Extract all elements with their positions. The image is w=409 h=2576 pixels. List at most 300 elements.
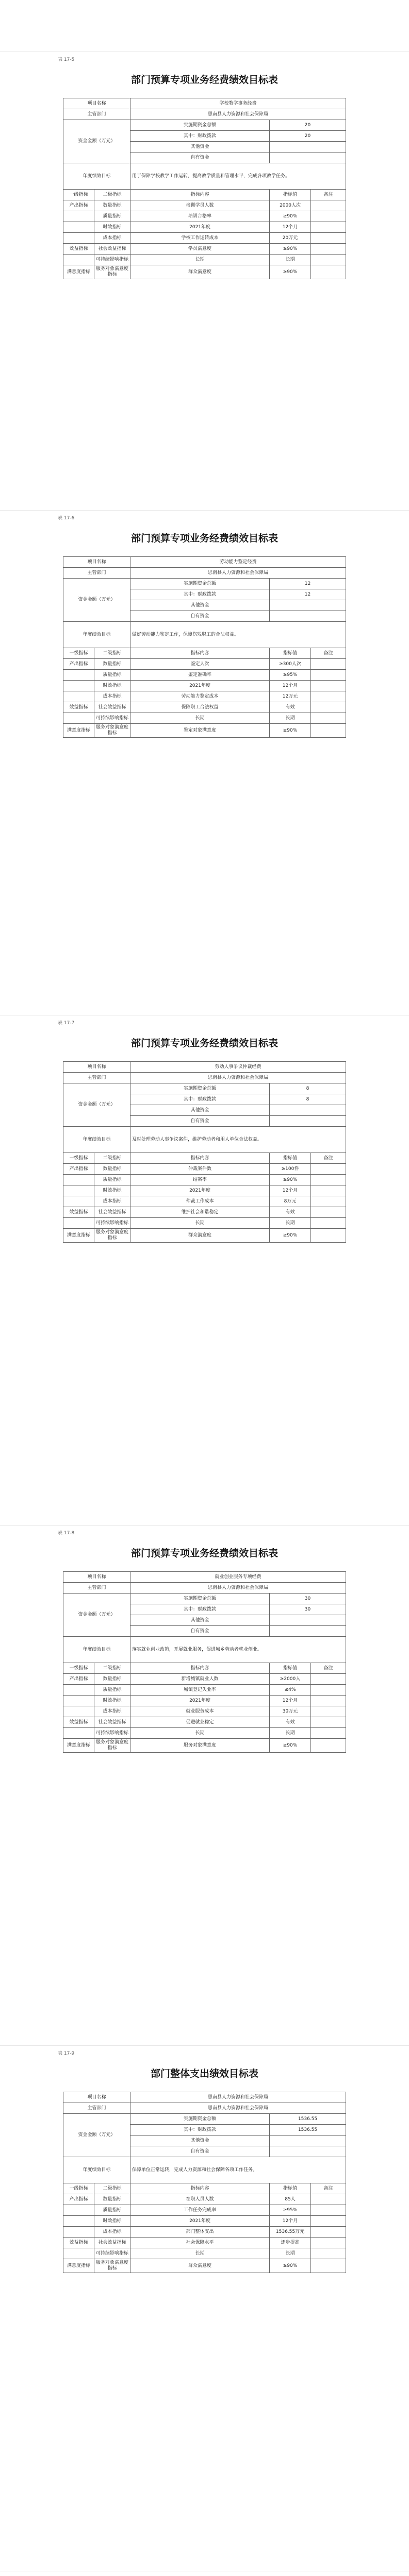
table-cell: 培训学员人数 <box>130 200 270 211</box>
objective-label: 年度绩效目标 <box>63 622 130 648</box>
table-cell: 鉴定准确率 <box>130 670 270 681</box>
project-label: 项目名称 <box>63 1062 130 1073</box>
table-cell: 可持续影响指标 <box>94 713 130 724</box>
table-cell: ≥90% <box>270 265 311 279</box>
page-separator <box>0 510 409 511</box>
funds-annual-label: 实施期资金总额 <box>130 1083 270 1094</box>
table-row <box>63 1739 346 1753</box>
table-cell <box>270 152 346 163</box>
table-cell: 2021年度 <box>130 222 270 233</box>
table-row <box>63 670 346 681</box>
table-cell: 长期 <box>270 2248 311 2259</box>
table-cell: 服务对象满意度指标 <box>94 724 130 738</box>
table-cell: 鉴定对象满意度 <box>130 724 270 738</box>
table-row <box>63 1218 346 1229</box>
page-label: 表 17-8 <box>58 1531 75 1536</box>
table-row <box>63 2259 346 2273</box>
table-cell <box>63 1728 94 1739</box>
table-cell <box>311 2227 346 2238</box>
funds-label: 资金金额（万元） <box>63 120 130 163</box>
header-level1: 一级指标 <box>63 2183 94 2194</box>
page-separator <box>0 1525 409 1526</box>
table-cell: ≥300人次 <box>270 659 311 670</box>
table-row <box>63 2157 346 2183</box>
table-cell: 其他资金 <box>130 600 270 611</box>
header-content: 指标内容 <box>130 2183 270 2194</box>
table-cell: 长期 <box>270 713 311 724</box>
table-cell <box>311 659 346 670</box>
header-level1: 一级指标 <box>63 1153 94 1164</box>
table-row <box>63 244 346 255</box>
table-cell: ≥95% <box>270 2205 311 2216</box>
table-cell <box>63 1196 94 1207</box>
dept-label: 主管部门 <box>63 109 130 120</box>
table-cell: 社会效益指标 <box>94 1207 130 1218</box>
table-cell: 12个月 <box>270 1696 311 1706</box>
page-label: 表 17-9 <box>58 2051 75 2056</box>
header-level2: 二级指标 <box>94 2183 130 2194</box>
table-cell: 有效 <box>270 1207 311 1218</box>
table-row <box>63 557 346 568</box>
kpi-table <box>63 2092 346 2273</box>
table-row <box>63 200 346 211</box>
header-note: 备注 <box>311 1153 346 1164</box>
table-cell: 其中：财政拨款 <box>130 1604 270 1615</box>
table-cell: 2021年度 <box>130 1185 270 1196</box>
table-cell <box>311 1696 346 1706</box>
objective-label: 年度绩效目标 <box>63 1127 130 1153</box>
table-cell: 学校工作运转成本 <box>130 233 270 244</box>
funds-annual-value: 30 <box>270 1594 346 1604</box>
table-row <box>63 1674 346 1685</box>
table-row <box>63 2238 346 2248</box>
table-cell <box>311 1218 346 1229</box>
table-cell: 数量指标 <box>94 1164 130 1175</box>
table-cell: 2021年度 <box>130 681 270 691</box>
table-cell: 满意度指标 <box>63 265 94 279</box>
funds-annual-label: 实施期资金总额 <box>130 1594 270 1604</box>
sheet-title: 部门整体支出绩效目标表 <box>150 2068 258 2079</box>
table-row <box>63 724 346 738</box>
dept-name: 思南县人力资源和社会保障局 <box>130 568 346 579</box>
table-cell: 30 <box>270 1604 346 1615</box>
funds-label: 资金金额（万元） <box>63 1594 130 1637</box>
table-cell: 就业服务成本 <box>130 1706 270 1717</box>
table-row <box>63 2114 346 2125</box>
header-level2: 二级指标 <box>94 190 130 200</box>
project-label: 项目名称 <box>63 98 130 109</box>
table-cell: 群众满意度 <box>130 2259 270 2273</box>
table-cell: 质量指标 <box>94 1685 130 1696</box>
table-cell: 自有资金 <box>130 611 270 622</box>
sheet-title: 部门预算专项业务经费绩效目标表 <box>130 74 278 86</box>
dept-label: 主管部门 <box>63 1583 130 1594</box>
project-name: 就业创业服务专项经费 <box>130 1572 346 1583</box>
header-note: 备注 <box>311 190 346 200</box>
table-cell <box>63 691 94 702</box>
table-cell: 12个月 <box>270 681 311 691</box>
table-cell <box>63 255 94 265</box>
funds-annual-label: 实施期资金总额 <box>130 120 270 131</box>
table-row <box>63 681 346 691</box>
sheet-title: 部门预算专项业务经费绩效目标表 <box>130 533 278 544</box>
table-cell: 培训合格率 <box>130 211 270 222</box>
dept-name: 思南县人力资源和社会保障局 <box>130 2103 346 2114</box>
table-cell <box>311 1185 346 1196</box>
table-cell: ≥90% <box>270 724 311 738</box>
table-cell <box>63 713 94 724</box>
table-cell: 群众满意度 <box>130 1229 270 1243</box>
table-row <box>63 1728 346 1739</box>
dept-name: 思南县人力资源和社会保障局 <box>130 1073 346 1083</box>
table-cell: 长期 <box>130 1218 270 1229</box>
table-row <box>63 109 346 120</box>
objective-text: 及时处理劳动人事争议案件，维护劳动者和用人单位合法权益。 <box>130 1127 346 1153</box>
table-cell <box>311 1207 346 1218</box>
objective-label: 年度绩效目标 <box>63 2157 130 2183</box>
table-cell <box>311 724 346 738</box>
table-cell: 效益指标 <box>63 2238 94 2248</box>
table-cell: 其中：财政拨款 <box>130 1094 270 1105</box>
table-cell: 社会效益指标 <box>94 1717 130 1728</box>
table-cell <box>270 611 346 622</box>
header-value: 指标值 <box>270 2183 311 2194</box>
table-cell: 学员满意度 <box>130 244 270 255</box>
table-row <box>63 2216 346 2227</box>
header-level2: 二级指标 <box>94 1153 130 1164</box>
table-row <box>63 1229 346 1243</box>
table-cell: ≥90% <box>270 1175 311 1185</box>
table-row <box>63 1696 346 1706</box>
table-row <box>63 163 346 190</box>
header-value: 指标值 <box>270 648 311 659</box>
table-cell: 时效指标 <box>94 2216 130 2227</box>
page-label: 表 17-7 <box>58 1021 75 1026</box>
table-cell <box>311 1739 346 1753</box>
header-level2: 二级指标 <box>94 648 130 659</box>
table-cell: 30万元 <box>270 1706 311 1717</box>
kpi-table <box>63 1571 346 1753</box>
table-cell: 产出指标 <box>63 200 94 211</box>
table-row <box>63 211 346 222</box>
table-cell <box>63 1185 94 1196</box>
table-cell <box>270 1105 346 1116</box>
table-cell <box>311 244 346 255</box>
header-level1: 一级指标 <box>63 1663 94 1674</box>
table-cell: 服务对象满意度指标 <box>94 265 130 279</box>
objective-label: 年度绩效目标 <box>63 163 130 190</box>
table-cell <box>270 142 346 152</box>
table-cell: 促进就业稳定 <box>130 1717 270 1728</box>
project-label: 项目名称 <box>63 2092 130 2103</box>
table-cell <box>311 670 346 681</box>
funds-label: 资金金额（万元） <box>63 579 130 622</box>
table-row <box>63 2248 346 2259</box>
table-cell: 满意度指标 <box>63 1229 94 1243</box>
table-row <box>63 1583 346 1594</box>
table-cell <box>311 1175 346 1185</box>
table-row <box>63 1062 346 1073</box>
table-cell: 在职人员人数 <box>130 2194 270 2205</box>
table-row <box>63 255 346 265</box>
table-cell: 质量指标 <box>94 670 130 681</box>
table-cell: 1536.55万元 <box>270 2227 311 2238</box>
page-label: 表 17-6 <box>58 516 75 521</box>
table-cell <box>311 1728 346 1739</box>
table-cell <box>270 2146 346 2157</box>
table-cell: 12 <box>270 589 346 600</box>
table-cell: 质量指标 <box>94 1175 130 1185</box>
table-cell: 成本指标 <box>94 1196 130 1207</box>
table-row <box>63 579 346 589</box>
table-cell <box>311 681 346 691</box>
table-row <box>63 1185 346 1196</box>
table-cell <box>311 2216 346 2227</box>
table-cell: ≥90% <box>270 1739 311 1753</box>
table-cell: ≥90% <box>270 1229 311 1243</box>
table-row <box>63 222 346 233</box>
funds-label: 资金金额（万元） <box>63 1083 130 1127</box>
table-cell: 效益指标 <box>63 244 94 255</box>
header-note: 备注 <box>311 2183 346 2194</box>
table-cell: 部门整体支出 <box>130 2227 270 2238</box>
table-cell: 效益指标 <box>63 702 94 713</box>
table-row <box>63 1685 346 1696</box>
table-cell <box>63 1696 94 1706</box>
table-cell: 数量指标 <box>94 659 130 670</box>
header-content: 指标内容 <box>130 1153 270 1164</box>
funds-label: 资金金额（万元） <box>63 2114 130 2157</box>
table-cell: 产出指标 <box>63 1164 94 1175</box>
table-cell: 成本指标 <box>94 691 130 702</box>
table-row <box>63 713 346 724</box>
table-cell: 长期 <box>130 255 270 265</box>
objective-label: 年度绩效目标 <box>63 1637 130 1663</box>
table-cell: 长期 <box>270 1728 311 1739</box>
table-cell: 成本指标 <box>94 2227 130 2238</box>
table-row <box>63 568 346 579</box>
table-cell: 1536.55 <box>270 2125 346 2136</box>
project-name: 学校教学事务经费 <box>130 98 346 109</box>
table-cell: 可持续影响指标 <box>94 255 130 265</box>
table-row <box>63 1073 346 1083</box>
table-cell <box>63 222 94 233</box>
table-row <box>63 265 346 279</box>
dept-label: 主管部门 <box>63 1073 130 1083</box>
table-cell: 长期 <box>130 2248 270 2259</box>
table-cell: 仲裁案件数 <box>130 1164 270 1175</box>
project-name: 思南县人力资源和社会保障局 <box>130 2092 346 2103</box>
table-cell: ≤4% <box>270 1685 311 1696</box>
table-cell <box>311 1674 346 1685</box>
funds-annual-label: 实施期资金总额 <box>130 579 270 589</box>
table-cell: 成本指标 <box>94 233 130 244</box>
table-cell: 新增城镇就业人数 <box>130 1674 270 1685</box>
table-row <box>63 2092 346 2103</box>
objective-text: 用于保障学校教学工作运转，提高教学质量和管理水平，完成各项教学任务。 <box>130 163 346 190</box>
table-cell <box>311 691 346 702</box>
page-label: 表 17-5 <box>58 57 75 62</box>
table-cell: 满意度指标 <box>63 2259 94 2273</box>
kpi-table <box>63 98 346 279</box>
table-cell <box>63 2205 94 2216</box>
table-cell <box>311 2194 346 2205</box>
table-cell: 产出指标 <box>63 659 94 670</box>
table-row <box>63 702 346 713</box>
objective-text: 落实就业创业政策，开展就业服务，促进城乡劳动者就业创业。 <box>130 1637 346 1663</box>
table-row <box>63 622 346 648</box>
table-row <box>63 1127 346 1153</box>
table-cell: 工作任务完成率 <box>130 2205 270 2216</box>
table-cell: 其他资金 <box>130 1615 270 1626</box>
table-row <box>63 1153 346 1164</box>
table-row <box>63 2194 346 2205</box>
table-cell: 时效指标 <box>94 1696 130 1706</box>
table-row <box>63 1207 346 1218</box>
dept-name: 思南县人力资源和社会保障局 <box>130 109 346 120</box>
table-cell <box>63 681 94 691</box>
table-cell <box>311 2248 346 2259</box>
table-cell: 可持续影响指标 <box>94 1218 130 1229</box>
table-cell: 满意度指标 <box>63 1739 94 1753</box>
table-row <box>63 1637 346 1663</box>
table-cell: 产出指标 <box>63 2194 94 2205</box>
table-row <box>63 1594 346 1604</box>
table-cell: 长期 <box>130 713 270 724</box>
table-cell: 逐步提高 <box>270 2238 311 2248</box>
table-cell: 自有资金 <box>130 1626 270 1637</box>
funds-annual-value: 20 <box>270 120 346 131</box>
table-cell <box>270 1615 346 1626</box>
table-cell: 成本指标 <box>94 1706 130 1717</box>
table-cell <box>63 1218 94 1229</box>
header-content: 指标内容 <box>130 1663 270 1674</box>
table-row <box>63 1175 346 1185</box>
table-cell: 维护社会和谐稳定 <box>130 1207 270 1218</box>
table-cell <box>311 211 346 222</box>
table-row <box>63 2205 346 2216</box>
table-cell: 服务对象满意度指标 <box>94 2259 130 2273</box>
table-cell <box>311 1706 346 1717</box>
table-cell: 城镇登记失业率 <box>130 1685 270 1696</box>
table-cell: 12个月 <box>270 222 311 233</box>
table-cell: 时效指标 <box>94 681 130 691</box>
table-cell: 社会保障水平 <box>130 2238 270 2248</box>
table-cell: 时效指标 <box>94 222 130 233</box>
table-row <box>63 2183 346 2194</box>
table-cell: 85人 <box>270 2194 311 2205</box>
table-cell: ≥2000人 <box>270 1674 311 1685</box>
table-row <box>63 691 346 702</box>
table-cell <box>270 1626 346 1637</box>
table-cell: 长期 <box>130 1728 270 1739</box>
dept-name: 思南县人力资源和社会保障局 <box>130 1583 346 1594</box>
table-cell: 20 <box>270 131 346 142</box>
funds-annual-label: 实施期资金总额 <box>130 2114 270 2125</box>
funds-annual-value: 8 <box>270 1083 346 1094</box>
table-cell: 其他资金 <box>130 142 270 152</box>
objective-text: 做好劳动能力鉴定工作，保障伤残职工的合法权益。 <box>130 622 346 648</box>
table-cell <box>63 211 94 222</box>
table-cell: 质量指标 <box>94 211 130 222</box>
table-row <box>63 1717 346 1728</box>
table-cell: 可持续影响指标 <box>94 2248 130 2259</box>
table-cell <box>311 265 346 279</box>
table-cell: 仲裁工作成本 <box>130 1196 270 1207</box>
dept-label: 主管部门 <box>63 568 130 579</box>
table-row <box>63 1083 346 1094</box>
table-cell: 服务对象满意度 <box>130 1739 270 1753</box>
table-cell: 其中：财政拨款 <box>130 131 270 142</box>
table-row <box>63 1196 346 1207</box>
table-cell: 12个月 <box>270 1185 311 1196</box>
table-cell <box>63 2248 94 2259</box>
page-separator <box>0 2045 409 2046</box>
table-cell: 有效 <box>270 702 311 713</box>
table-cell: ≥90% <box>270 244 311 255</box>
header-value: 指标值 <box>270 190 311 200</box>
table-row <box>63 648 346 659</box>
table-cell: 其中：财政拨款 <box>130 2125 270 2136</box>
table-cell <box>63 1685 94 1696</box>
header-note: 备注 <box>311 1663 346 1674</box>
table-cell: 效益指标 <box>63 1207 94 1218</box>
table-cell <box>311 1164 346 1175</box>
table-row <box>63 2227 346 2238</box>
table-cell <box>311 200 346 211</box>
table-cell <box>270 1116 346 1127</box>
table-cell: 其他资金 <box>130 2136 270 2146</box>
table-row <box>63 190 346 200</box>
table-row <box>63 2103 346 2114</box>
table-cell <box>311 2259 346 2273</box>
table-cell <box>311 255 346 265</box>
table-cell <box>311 713 346 724</box>
table-cell <box>311 222 346 233</box>
table-cell: 劳动能力鉴定成本 <box>130 691 270 702</box>
table-cell <box>270 2136 346 2146</box>
table-cell <box>63 1175 94 1185</box>
table-cell <box>311 1196 346 1207</box>
header-content: 指标内容 <box>130 190 270 200</box>
table-cell: 有效 <box>270 1717 311 1728</box>
table-cell: 保障职工合法权益 <box>130 702 270 713</box>
table-cell: 鉴定人次 <box>130 659 270 670</box>
table-cell <box>311 702 346 713</box>
table-cell: 可持续影响指标 <box>94 1728 130 1739</box>
table-cell: 数量指标 <box>94 200 130 211</box>
table-cell <box>311 1717 346 1728</box>
kpi-table <box>63 1061 346 1243</box>
table-row <box>63 1164 346 1175</box>
header-level2: 二级指标 <box>94 1663 130 1674</box>
table-row <box>63 120 346 131</box>
table-cell <box>63 233 94 244</box>
table-cell <box>63 2227 94 2238</box>
funds-annual-value: 1536.55 <box>270 2114 346 2125</box>
table-cell: 自有资金 <box>130 1116 270 1127</box>
project-label: 项目名称 <box>63 1572 130 1583</box>
table-cell: 结案率 <box>130 1175 270 1185</box>
table-cell: 自有资金 <box>130 2146 270 2157</box>
header-level1: 一级指标 <box>63 648 94 659</box>
table-cell: 自有资金 <box>130 152 270 163</box>
funds-annual-value: 12 <box>270 579 346 589</box>
table-cell: 2021年度 <box>130 1696 270 1706</box>
project-name: 劳动人事争议仲裁经费 <box>130 1062 346 1073</box>
table-cell: 12个月 <box>270 2216 311 2227</box>
table-row <box>63 1663 346 1674</box>
